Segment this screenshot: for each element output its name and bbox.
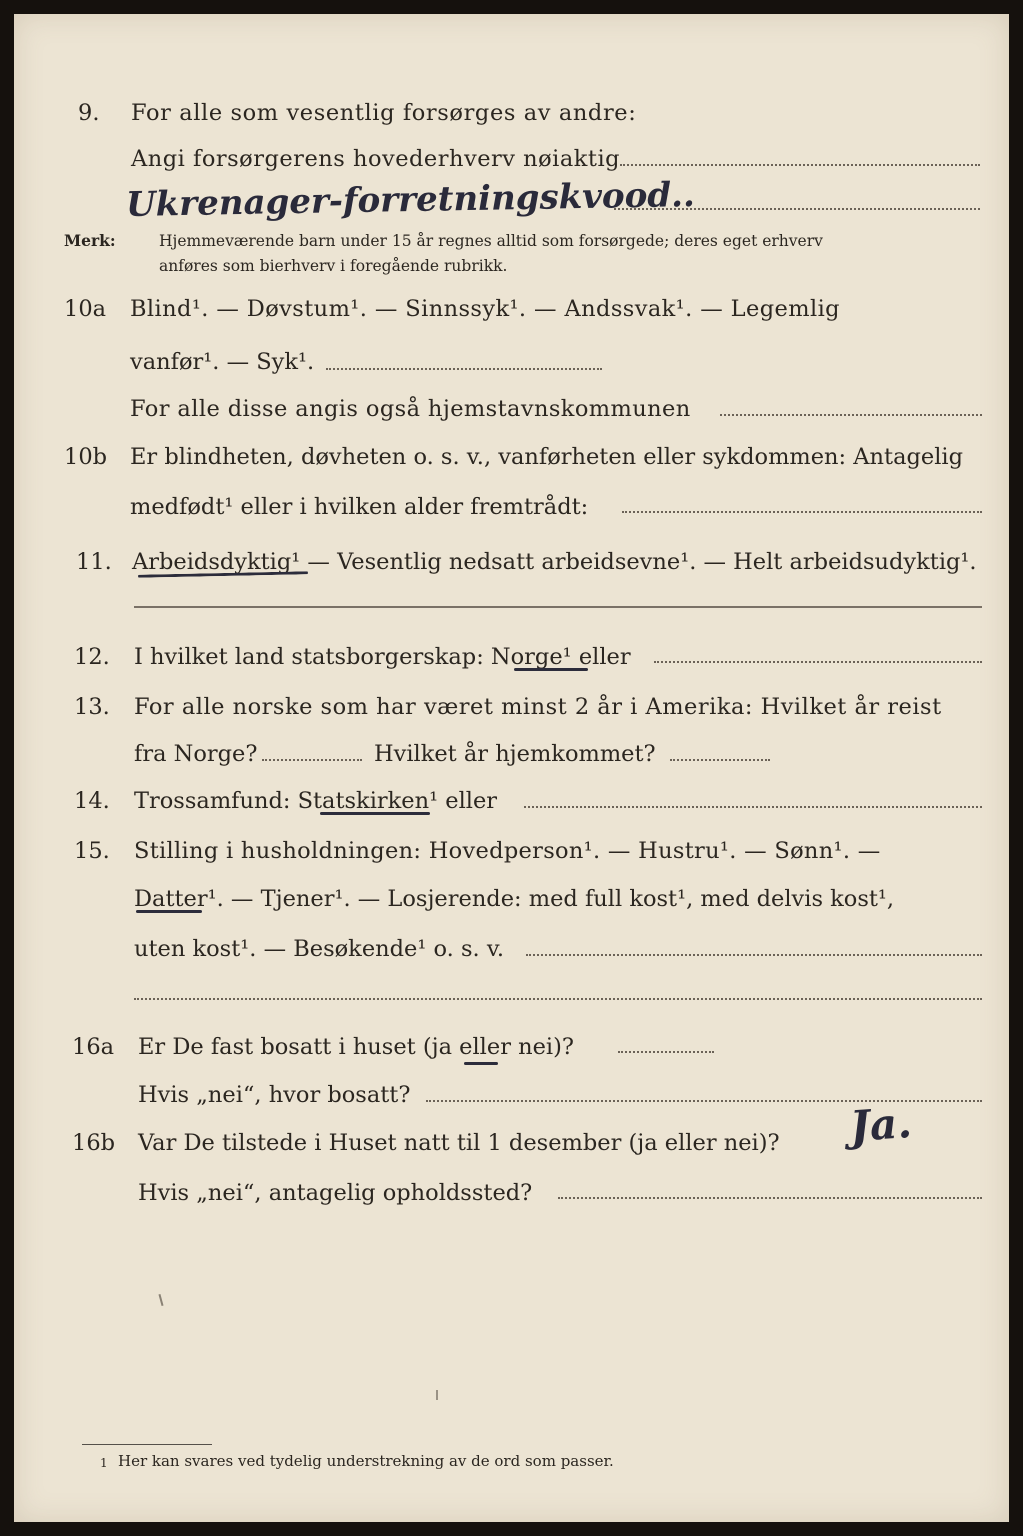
form-page [14,14,1009,1522]
q10a-line2: vanfør¹. — Syk¹. [130,349,315,375]
q15-answer-line-2 [134,998,982,1000]
q12-answer-line [654,661,982,663]
q16b-number: 16b [72,1130,116,1156]
q15-answer-line [526,954,982,956]
q16a-answer-underline [464,1062,498,1065]
q15-number: 15. [74,838,110,864]
q13-line2a: fra Norge? [134,741,258,767]
q9-number: 9. [78,100,100,126]
q16a-line2: Hvis „nei“, hvor bosatt? [138,1082,411,1108]
q14-answer-underline [320,812,430,815]
q16a-number: 16a [72,1034,115,1060]
q12-line1: I hvilket land statsborgerskap: Norge¹ eller [134,644,631,670]
merk-line2: anføres som bierhverv i foregående rubrikk. [159,257,508,275]
q12-number: 12. [74,644,110,670]
merk-line1: Hjemmeværende barn under 15 år regnes alltid som forsørgede; deres eget erhverv [159,232,823,250]
q10a-line1: Blind¹. — Døvstum¹. — Sinnssyk¹. — Andssvak¹. — Legemlig [130,296,840,322]
q14-line1: Trossamfund: Statskirken¹ eller [134,788,498,814]
footnote-rule [82,1444,212,1445]
stray-mark-2 [436,1390,438,1400]
q14-answer-line [524,806,982,808]
q16a-line1: Er De fast bosatt i huset (ja eller nei)? [138,1034,574,1060]
q11-number: 11. [76,549,112,575]
q13-hjemkommet-line [670,759,770,761]
q13-line2b: Hvilket år hjemkommet? [374,741,656,767]
q9-answer-line-2 [614,208,980,210]
q15-line2: Datter¹. — Tjener¹. — Losjerende: med full kost¹, med delvis kost¹, [134,886,895,912]
q13-line1: For alle norske som har været minst 2 år i Amerika: Hvilket år reist [134,694,942,720]
q10a-kommune-line [720,414,982,416]
q9-answer-line [620,164,980,166]
q10a-syk-line [326,368,602,370]
q12-answer-underline [514,668,588,671]
q11-answer-line [134,606,982,608]
footnote-mark: 1 [100,1456,108,1470]
q13-reist-line [262,759,362,761]
q10b-line2: medfødt¹ eller i hvilken alder fremtrådt: [130,494,589,520]
q13-number: 13. [74,694,110,720]
q16b-line1: Var De tilstede i Huset natt til 1 desember (ja eller nei)? [138,1130,780,1156]
q15-line3: uten kost¹. — Besøkende¹ o. s. v. [134,936,505,962]
q10b-answer-line [622,511,982,513]
q10a-number: 10a [64,296,107,322]
q10a-line3: For alle disse angis også hjemstavnskommunen [130,396,691,422]
q16a-answer-line [618,1051,714,1053]
q16b-line2: Hvis „nei“, antagelig opholdssted? [138,1180,533,1206]
q15-answer-underline [136,910,202,913]
merk-label: Merk: [64,231,116,250]
q9-line2: Angi forsørgerens hovederhverv nøiaktig [131,146,621,172]
q16b-opholdssted-line [558,1197,982,1199]
q9-handwritten-answer: Ukrenager-forretningskvood.. [125,175,696,225]
footnote-text: Her kan svares ved tydelig understrekning av de ord som passer. [118,1452,614,1470]
q14-number: 14. [74,788,110,814]
q11-line1: Arbeidsdyktig¹ — Vesentlig nedsatt arbeidsevne¹. — Helt arbeidsudyktig¹. [132,549,977,575]
q15-line1: Stilling i husholdningen: Hovedperson¹. — Hustru¹. — Sønn¹. — [134,838,881,864]
q9-line1: For alle som vesentlig forsørges av andre: [131,100,637,126]
q16b-handwritten-answer: Ja. [848,1097,914,1152]
stray-mark [158,1294,163,1306]
q10b-line1: Er blindheten, døvheten o. s. v., vanførheten eller sykdommen: Antagelig [130,444,963,470]
q10b-number: 10b [64,444,108,470]
